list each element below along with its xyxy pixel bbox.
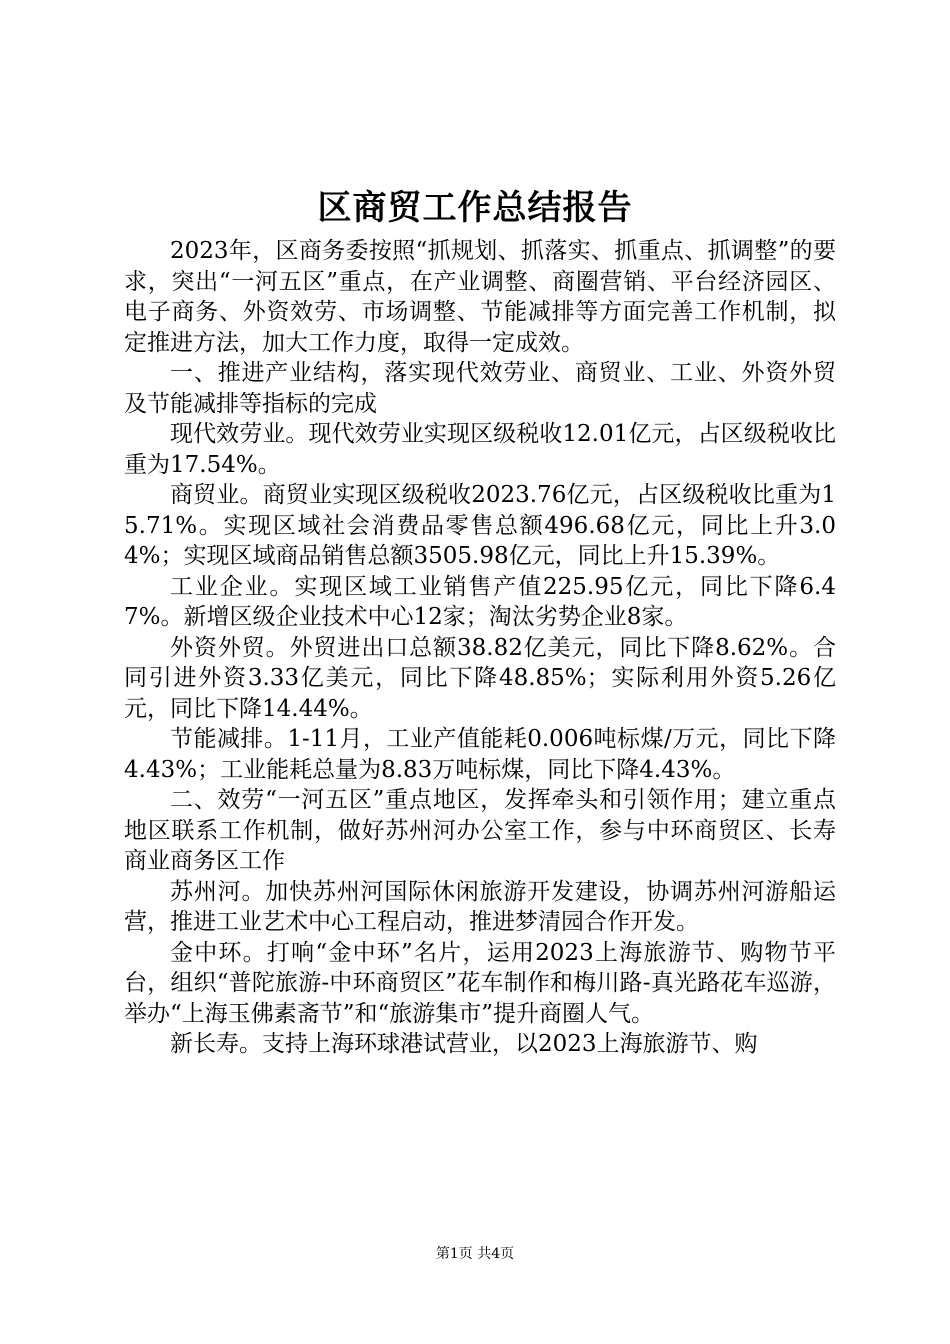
- document-title: 区商贸工作总结报告: [317, 188, 633, 228]
- paragraph-modern-service: 现代效劳业。现代效劳业实现区级税收12.01亿元，占区级税收比重为17.54%。: [124, 421, 836, 478]
- page-number-footer: 第1页 共4页: [435, 1246, 515, 1262]
- paragraph-xin-changshou: 新长寿。支持上海环球港试营业，以2023上海旅游节、购: [170, 1031, 758, 1057]
- paragraph-intro: 2023年，区商务委按照“抓规划、抓落实、抓重点、抓调整”的要求，突出“一河五区”重点，在产业调整、商圈营销、平台经济园区、电子商务、外资效劳、市场调整、节能减排等方面完善工作机制，拟定推进方法，加大工作力度，取得一定成效。: [124, 238, 836, 356]
- paragraph-industry: 工业企业。实现区域工业销售产值225.95亿元，同比下降6.47%。新增区级企业技术中心12家；淘汰劣势企业8家。: [124, 573, 836, 630]
- paragraph-suzhou-river: 苏州河。加快苏州河国际休闲旅游开发建设，协调苏州河游船运营，推进工业艺术中心工程启动，推进梦清园合作开发。: [124, 878, 836, 935]
- document-body: [124, 236, 836, 1060]
- paragraph-commerce: 商贸业。商贸业实现区级税收2023.76亿元，占区级税收比重为15.71%。实现区域社会消费品零售总额496.68亿元，同比上升3.04%；实现区域商品销售总额3505.98亿元，同比上升15.39%。: [124, 482, 836, 569]
- paragraph-jin-zhonghuan: 金中环。打响“金中环”名片，运用2023上海旅游节、购物节平台，组织“普陀旅游-中环商贸区”花车制作和梅川路-真光路花车巡游，举办“上海玉佛素斋节”和“旅游集市”提升商圈人气。: [124, 939, 836, 1027]
- paragraph-foreign-trade: 外资外贸。外贸进出口总额38.82亿美元，同比下降8.62%。合同引进外资3.33亿美元，同比下降48.85%；实际利用外资5.26亿元，同比下降14.44%。: [124, 634, 836, 722]
- section-heading-1: 一、推进产业结构，落实现代效劳业、商贸业、工业、外资外贸及节能减排等指标的完成: [124, 360, 836, 417]
- section-heading-2: 二、效劳“一河五区”重点地区，发挥牵头和引领作用；建立重点地区联系工作机制，做好苏州河办公室工作，参与中环商贸区、长寿商业商务区工作: [124, 787, 836, 874]
- paragraph-energy-saving: 节能减排。1-11月，工业产值能耗0.006吨标煤/万元，同比下降4.43%；工业能耗总量为8.83万吨标煤，同比下降4.43%。: [124, 726, 836, 783]
